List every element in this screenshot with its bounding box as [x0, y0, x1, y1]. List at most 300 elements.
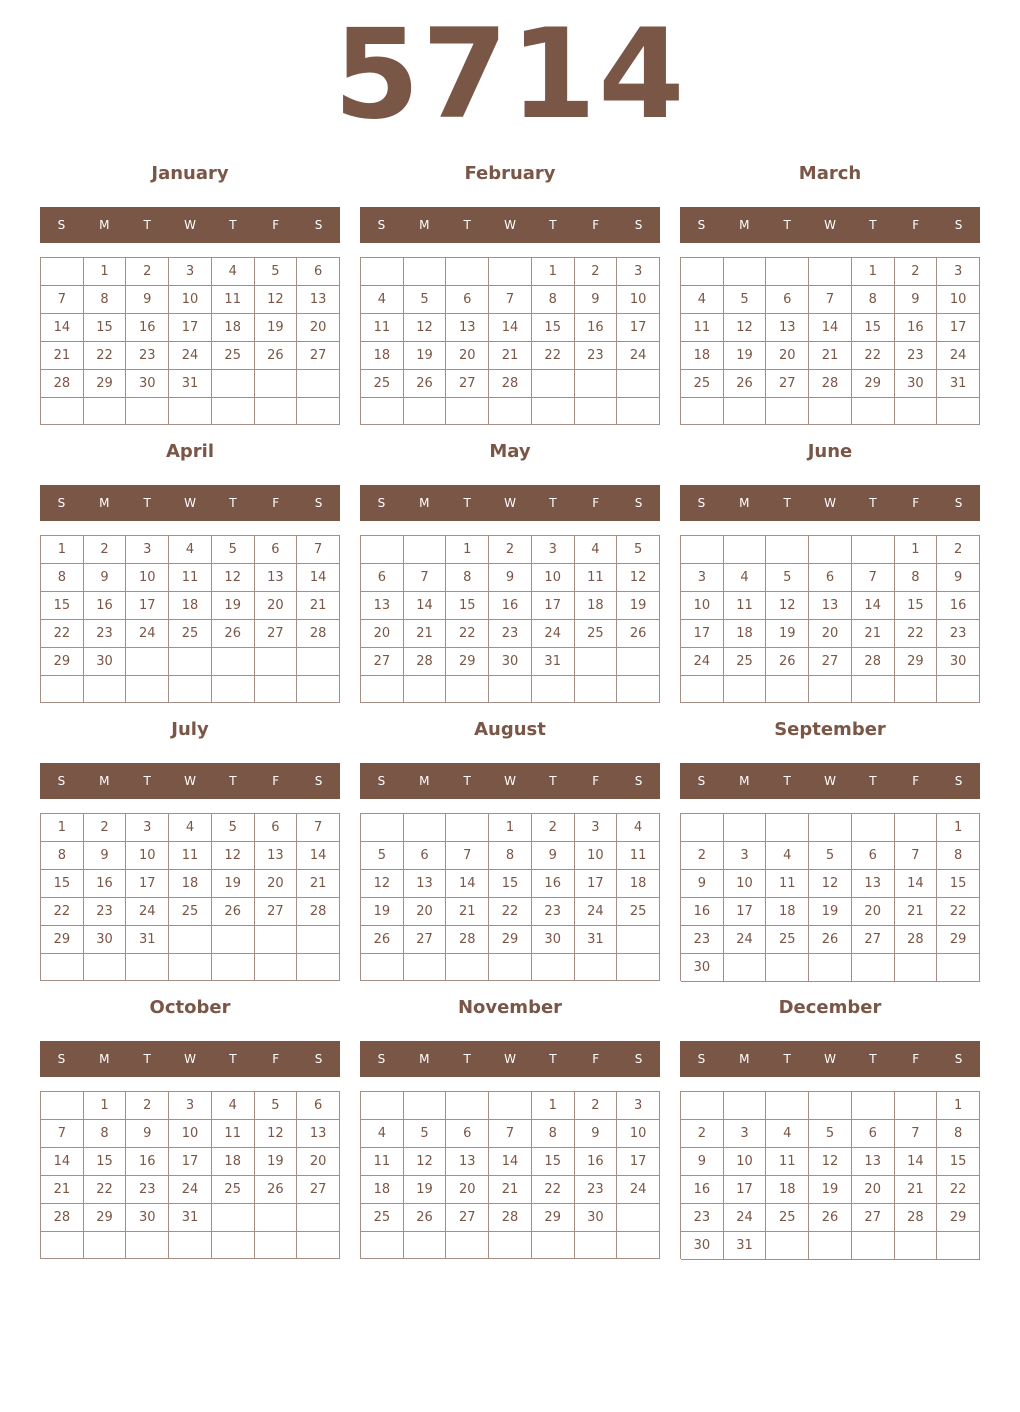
- day-cell: 21: [852, 620, 895, 648]
- day-cell: 8: [895, 564, 938, 592]
- month-name: March: [798, 163, 862, 184]
- day-cell: 4: [681, 286, 724, 314]
- day-cell: 26: [361, 926, 404, 954]
- day-cell: 4: [212, 258, 255, 286]
- empty-cell: [361, 954, 404, 981]
- day-cell: 12: [404, 314, 447, 342]
- day-cell: 5: [404, 286, 447, 314]
- day-cell: 12: [809, 1148, 852, 1176]
- day-cell: 17: [681, 620, 724, 648]
- day-cell: 6: [255, 814, 298, 842]
- empty-cell: [297, 398, 340, 425]
- weekday-label: S: [954, 496, 963, 510]
- empty-cell: [361, 258, 404, 286]
- weekday-label: S: [697, 496, 706, 510]
- day-cell: 26: [212, 620, 255, 648]
- day-cell: 15: [41, 870, 84, 898]
- day-cell: 30: [84, 648, 127, 676]
- day-cell: 5: [212, 814, 255, 842]
- weekday-label: F: [912, 496, 920, 510]
- day-cell: 16: [681, 898, 724, 926]
- day-cell: 4: [169, 814, 212, 842]
- day-cell: 4: [361, 286, 404, 314]
- day-cell: 27: [446, 1204, 489, 1232]
- empty-cell: [937, 676, 980, 703]
- day-cell: 29: [41, 926, 84, 954]
- month-november: [360, 990, 660, 1268]
- weekday-label: S: [634, 1052, 643, 1066]
- day-cell: 3: [937, 258, 980, 286]
- empty-cell: [446, 954, 489, 981]
- day-grid: [40, 535, 340, 703]
- empty-cell: [681, 258, 724, 286]
- day-cell: 25: [575, 620, 618, 648]
- day-cell: 25: [361, 1204, 404, 1232]
- day-cell: 4: [361, 1120, 404, 1148]
- empty-cell: [681, 398, 724, 425]
- day-cell: 24: [937, 342, 980, 370]
- empty-cell: [766, 814, 809, 842]
- empty-cell: [212, 648, 255, 676]
- day-cell: 10: [681, 592, 724, 620]
- empty-cell: [681, 1092, 724, 1120]
- day-cell: 12: [255, 286, 298, 314]
- day-cell: 5: [361, 842, 404, 870]
- day-cell: 28: [446, 926, 489, 954]
- weekday-label: F: [272, 218, 280, 232]
- day-cell: 22: [532, 1176, 575, 1204]
- day-cell: 11: [766, 870, 809, 898]
- day-cell: 20: [297, 1148, 340, 1176]
- day-cell: 11: [361, 314, 404, 342]
- day-cell: 11: [212, 1120, 255, 1148]
- day-cell: 21: [446, 898, 489, 926]
- day-cell: 4: [212, 1092, 255, 1120]
- empty-cell: [766, 676, 809, 703]
- empty-cell: [446, 398, 489, 425]
- empty-cell: [212, 1204, 255, 1232]
- day-cell: 30: [532, 926, 575, 954]
- day-cell: 26: [766, 648, 809, 676]
- day-cell: 1: [84, 258, 127, 286]
- day-cell: 17: [575, 870, 618, 898]
- day-cell: 12: [724, 314, 767, 342]
- weekday-label: S: [634, 218, 643, 232]
- month-june: [680, 434, 980, 712]
- weekday-label: S: [377, 496, 386, 510]
- weekday-label: F: [592, 496, 600, 510]
- empty-cell: [852, 814, 895, 842]
- day-cell: 30: [681, 1232, 724, 1260]
- day-cell: 19: [212, 870, 255, 898]
- empty-cell: [361, 536, 404, 564]
- day-cell: 15: [937, 870, 980, 898]
- empty-cell: [617, 954, 660, 981]
- day-cell: 23: [937, 620, 980, 648]
- empty-cell: [255, 676, 298, 703]
- day-cell: 16: [532, 870, 575, 898]
- empty-cell: [489, 1232, 532, 1259]
- day-cell: 15: [532, 314, 575, 342]
- month-name: June: [807, 441, 853, 462]
- day-cell: 1: [489, 814, 532, 842]
- day-cell: 10: [617, 286, 660, 314]
- day-cell: 25: [361, 370, 404, 398]
- day-cell: 7: [895, 1120, 938, 1148]
- day-cell: 15: [489, 870, 532, 898]
- day-cell: 17: [532, 592, 575, 620]
- day-cell: 5: [212, 536, 255, 564]
- day-cell: 24: [532, 620, 575, 648]
- day-cell: 10: [169, 286, 212, 314]
- day-cell: 30: [937, 648, 980, 676]
- empty-cell: [212, 954, 255, 981]
- day-cell: 2: [681, 842, 724, 870]
- weekday-label: T: [783, 496, 791, 510]
- day-cell: 3: [575, 814, 618, 842]
- day-cell: 12: [255, 1120, 298, 1148]
- weekday-header: [680, 485, 980, 521]
- weekday-label: W: [184, 774, 196, 788]
- weekday-label: W: [504, 496, 516, 510]
- empty-cell: [169, 926, 212, 954]
- empty-cell: [575, 398, 618, 425]
- day-cell: 20: [852, 898, 895, 926]
- day-cell: 21: [809, 342, 852, 370]
- day-cell: 10: [937, 286, 980, 314]
- empty-cell: [724, 1092, 767, 1120]
- day-cell: 14: [404, 592, 447, 620]
- empty-cell: [446, 814, 489, 842]
- empty-cell: [852, 1232, 895, 1260]
- empty-cell: [532, 954, 575, 981]
- day-cell: 19: [361, 898, 404, 926]
- weekday-label: T: [229, 774, 237, 788]
- day-cell: 22: [446, 620, 489, 648]
- day-cell: 30: [489, 648, 532, 676]
- day-cell: 18: [681, 342, 724, 370]
- day-cell: 25: [617, 898, 660, 926]
- day-cell: 20: [446, 1176, 489, 1204]
- weekday-label: F: [272, 774, 280, 788]
- empty-cell: [255, 370, 298, 398]
- day-cell: 11: [681, 314, 724, 342]
- day-cell: 24: [724, 926, 767, 954]
- day-cell: 4: [169, 536, 212, 564]
- weekday-label: S: [697, 774, 706, 788]
- day-cell: 16: [895, 314, 938, 342]
- day-grid: [680, 535, 980, 703]
- empty-cell: [852, 954, 895, 982]
- day-cell: 17: [126, 870, 169, 898]
- day-cell: 29: [446, 648, 489, 676]
- weekday-label: S: [57, 218, 66, 232]
- day-cell: 18: [212, 314, 255, 342]
- day-cell: 7: [852, 564, 895, 592]
- day-cell: 12: [766, 592, 809, 620]
- day-cell: 8: [84, 286, 127, 314]
- day-cell: 12: [404, 1148, 447, 1176]
- weekday-label: T: [143, 1052, 151, 1066]
- empty-cell: [255, 398, 298, 425]
- weekday-header: [360, 763, 660, 799]
- day-cell: 10: [617, 1120, 660, 1148]
- weekday-label: W: [824, 496, 836, 510]
- month-january: [40, 156, 340, 434]
- day-cell: 21: [41, 342, 84, 370]
- day-cell: 14: [489, 1148, 532, 1176]
- day-cell: 9: [126, 1120, 169, 1148]
- empty-cell: [532, 370, 575, 398]
- day-cell: 14: [41, 1148, 84, 1176]
- empty-cell: [532, 398, 575, 425]
- day-cell: 1: [532, 258, 575, 286]
- day-cell: 7: [41, 286, 84, 314]
- day-cell: 24: [575, 898, 618, 926]
- day-cell: 3: [532, 536, 575, 564]
- day-cell: 19: [255, 314, 298, 342]
- empty-cell: [937, 1232, 980, 1260]
- empty-cell: [617, 1204, 660, 1232]
- empty-cell: [255, 648, 298, 676]
- day-cell: 19: [617, 592, 660, 620]
- day-cell: 11: [766, 1148, 809, 1176]
- empty-cell: [212, 1232, 255, 1259]
- day-cell: 27: [766, 370, 809, 398]
- day-cell: 19: [212, 592, 255, 620]
- empty-cell: [404, 1092, 447, 1120]
- weekday-label: S: [954, 774, 963, 788]
- day-cell: 24: [169, 342, 212, 370]
- empty-cell: [446, 258, 489, 286]
- day-cell: 26: [255, 342, 298, 370]
- weekday-label: F: [592, 218, 600, 232]
- day-cell: 27: [852, 926, 895, 954]
- day-cell: 21: [297, 870, 340, 898]
- empty-cell: [724, 536, 767, 564]
- weekday-label: W: [184, 496, 196, 510]
- weekday-header: [40, 485, 340, 521]
- weekday-label: M: [99, 1052, 110, 1066]
- day-cell: 23: [532, 898, 575, 926]
- day-cell: 6: [766, 286, 809, 314]
- day-cell: 14: [895, 1148, 938, 1176]
- day-cell: 7: [809, 286, 852, 314]
- day-cell: 3: [681, 564, 724, 592]
- day-cell: 12: [617, 564, 660, 592]
- day-cell: 19: [724, 342, 767, 370]
- day-cell: 7: [446, 842, 489, 870]
- day-cell: 24: [617, 342, 660, 370]
- empty-cell: [809, 954, 852, 982]
- day-cell: 23: [681, 926, 724, 954]
- empty-cell: [169, 398, 212, 425]
- day-cell: 22: [895, 620, 938, 648]
- empty-cell: [404, 1232, 447, 1259]
- weekday-label: T: [783, 1052, 791, 1066]
- day-cell: 11: [212, 286, 255, 314]
- weekday-header: [360, 207, 660, 243]
- day-cell: 21: [297, 592, 340, 620]
- empty-cell: [766, 398, 809, 425]
- month-name: November: [457, 997, 563, 1018]
- empty-cell: [575, 370, 618, 398]
- day-cell: 16: [937, 592, 980, 620]
- day-cell: 3: [724, 1120, 767, 1148]
- day-grid: [360, 535, 660, 703]
- day-cell: 10: [126, 564, 169, 592]
- weekday-label: M: [739, 496, 750, 510]
- empty-cell: [446, 1092, 489, 1120]
- day-cell: 4: [617, 814, 660, 842]
- day-cell: 31: [937, 370, 980, 398]
- empty-cell: [809, 536, 852, 564]
- month-name: September: [774, 719, 886, 740]
- day-cell: 18: [766, 898, 809, 926]
- weekday-label: S: [377, 1052, 386, 1066]
- day-grid: [680, 1091, 980, 1259]
- day-cell: 7: [489, 1120, 532, 1148]
- day-cell: 5: [724, 286, 767, 314]
- weekday-label: M: [739, 1052, 750, 1066]
- weekday-label: T: [869, 218, 877, 232]
- day-cell: 31: [169, 370, 212, 398]
- empty-cell: [809, 676, 852, 703]
- day-cell: 10: [575, 842, 618, 870]
- empty-cell: [617, 648, 660, 676]
- day-cell: 31: [575, 926, 618, 954]
- empty-cell: [404, 954, 447, 981]
- month-august: [360, 712, 660, 990]
- day-cell: 14: [41, 314, 84, 342]
- day-cell: 2: [126, 258, 169, 286]
- empty-cell: [617, 370, 660, 398]
- empty-cell: [84, 398, 127, 425]
- weekday-label: M: [419, 1052, 430, 1066]
- day-cell: 25: [766, 1204, 809, 1232]
- day-grid: [680, 813, 980, 981]
- empty-cell: [361, 676, 404, 703]
- weekday-label: T: [549, 218, 557, 232]
- day-cell: 8: [852, 286, 895, 314]
- day-cell: 26: [809, 926, 852, 954]
- day-cell: 3: [126, 536, 169, 564]
- day-cell: 9: [532, 842, 575, 870]
- day-cell: 18: [361, 1176, 404, 1204]
- day-cell: 24: [724, 1204, 767, 1232]
- day-cell: 19: [255, 1148, 298, 1176]
- day-cell: 25: [681, 370, 724, 398]
- day-cell: 20: [809, 620, 852, 648]
- day-cell: 19: [809, 1176, 852, 1204]
- weekday-label: W: [824, 774, 836, 788]
- day-cell: 22: [41, 620, 84, 648]
- day-cell: 5: [255, 1092, 298, 1120]
- empty-cell: [937, 954, 980, 982]
- weekday-label: W: [824, 1052, 836, 1066]
- empty-cell: [404, 676, 447, 703]
- weekday-label: T: [229, 1052, 237, 1066]
- empty-cell: [297, 370, 340, 398]
- day-cell: 3: [169, 258, 212, 286]
- day-cell: 25: [212, 342, 255, 370]
- weekday-header: [360, 1041, 660, 1077]
- day-cell: 31: [532, 648, 575, 676]
- weekday-header: [360, 485, 660, 521]
- day-grid: [680, 257, 980, 425]
- day-cell: 12: [809, 870, 852, 898]
- empty-cell: [809, 258, 852, 286]
- day-cell: 8: [41, 564, 84, 592]
- day-cell: 1: [41, 536, 84, 564]
- empty-cell: [724, 258, 767, 286]
- day-cell: 21: [404, 620, 447, 648]
- day-cell: 29: [489, 926, 532, 954]
- empty-cell: [895, 1232, 938, 1260]
- day-cell: 21: [895, 898, 938, 926]
- year-title: 5714: [333, 3, 687, 147]
- empty-cell: [212, 370, 255, 398]
- empty-cell: [361, 398, 404, 425]
- day-cell: 29: [937, 1204, 980, 1232]
- empty-cell: [212, 398, 255, 425]
- empty-cell: [617, 398, 660, 425]
- day-cell: 20: [852, 1176, 895, 1204]
- day-cell: 23: [126, 1176, 169, 1204]
- empty-cell: [297, 1232, 340, 1259]
- weekday-label: S: [314, 774, 323, 788]
- weekday-header: [680, 1041, 980, 1077]
- day-cell: 3: [169, 1092, 212, 1120]
- day-cell: 8: [532, 1120, 575, 1148]
- weekday-label: T: [463, 218, 471, 232]
- day-cell: 1: [937, 814, 980, 842]
- empty-cell: [766, 954, 809, 982]
- day-cell: 28: [297, 620, 340, 648]
- empty-cell: [937, 398, 980, 425]
- month-name: April: [165, 441, 215, 462]
- weekday-label: M: [419, 774, 430, 788]
- day-cell: 26: [809, 1204, 852, 1232]
- day-cell: 26: [617, 620, 660, 648]
- day-cell: 11: [169, 842, 212, 870]
- day-cell: 26: [255, 1176, 298, 1204]
- empty-cell: [169, 954, 212, 981]
- day-cell: 27: [404, 926, 447, 954]
- month-name: October: [149, 997, 231, 1018]
- empty-cell: [361, 1092, 404, 1120]
- empty-cell: [446, 1232, 489, 1259]
- empty-cell: [895, 814, 938, 842]
- weekday-header: [680, 763, 980, 799]
- empty-cell: [41, 954, 84, 981]
- empty-cell: [852, 1092, 895, 1120]
- empty-cell: [297, 676, 340, 703]
- day-cell: 27: [297, 342, 340, 370]
- day-cell: 15: [446, 592, 489, 620]
- weekday-label: S: [314, 218, 323, 232]
- day-cell: 16: [84, 870, 127, 898]
- day-cell: 14: [489, 314, 532, 342]
- empty-cell: [255, 1204, 298, 1232]
- day-cell: 11: [169, 564, 212, 592]
- empty-cell: [617, 676, 660, 703]
- day-cell: 30: [126, 370, 169, 398]
- day-cell: 26: [212, 898, 255, 926]
- weekday-label: W: [184, 218, 196, 232]
- day-cell: 2: [126, 1092, 169, 1120]
- day-cell: 19: [404, 342, 447, 370]
